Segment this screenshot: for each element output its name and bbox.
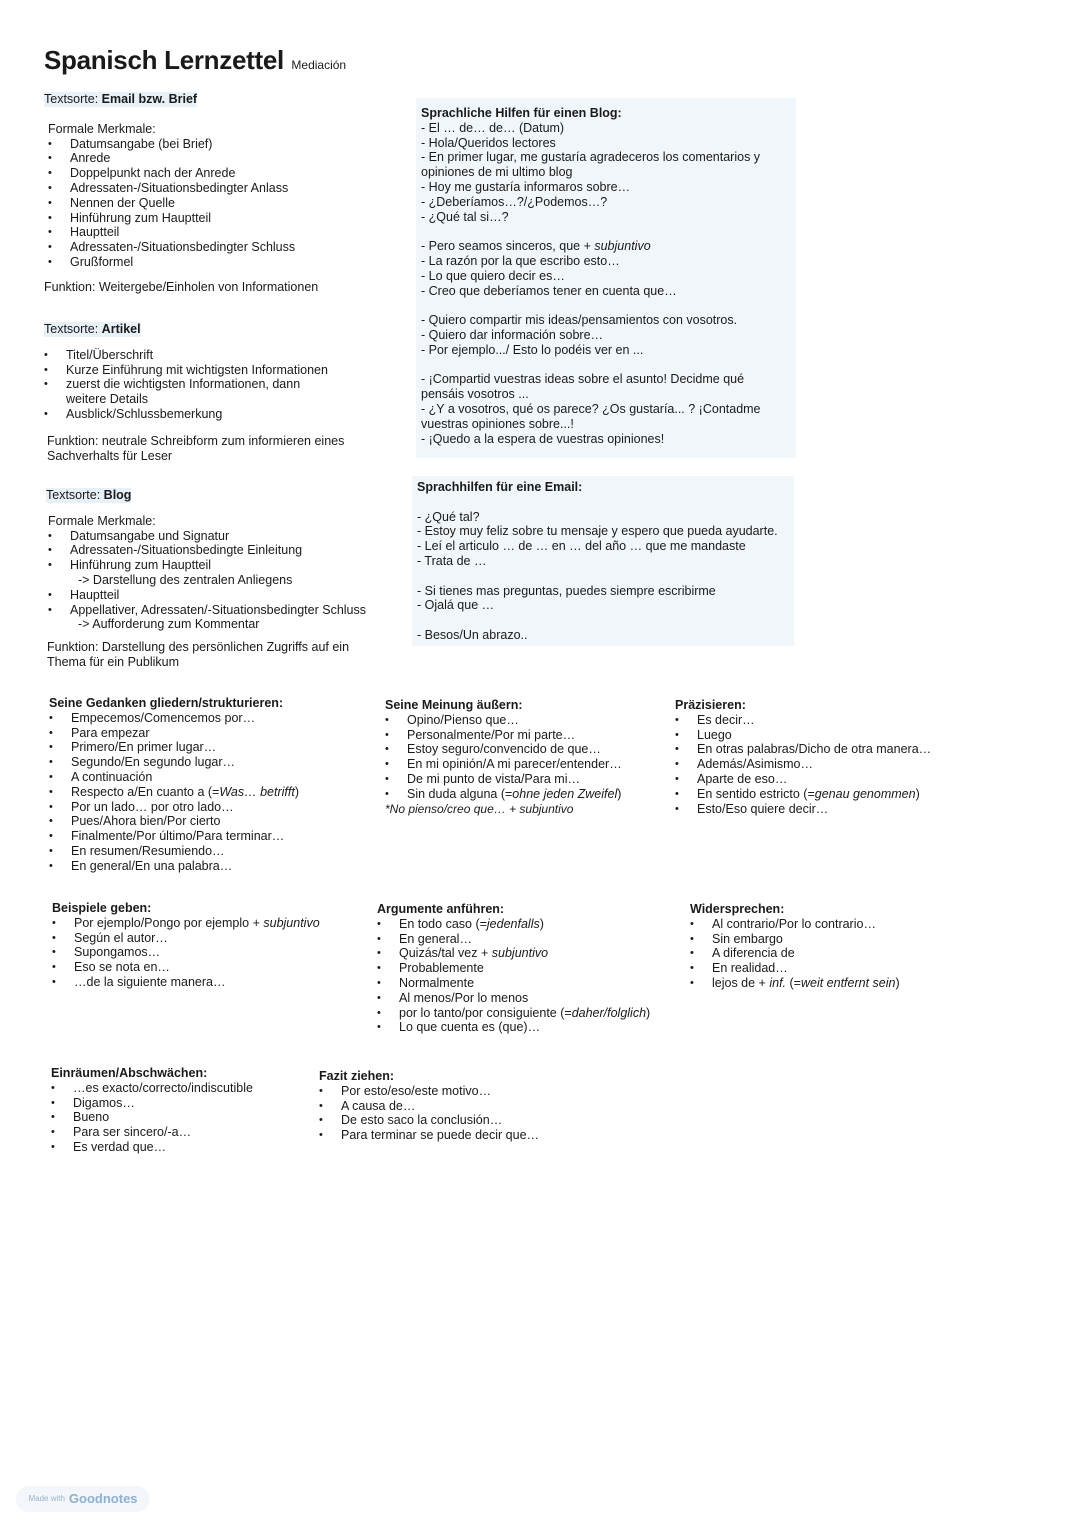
box-title: Sprachliche Hilfen für einen Blog: — [421, 106, 622, 120]
list-item: • …de la siguiente manera… — [52, 975, 320, 990]
textsorte-prefix: Textsorte: — [44, 92, 99, 106]
phrase-italic: inf. — [769, 975, 787, 990]
list-item: • Hinführung zum Hauptteil — [48, 558, 366, 573]
list-item: • Sin embargo — [690, 932, 900, 947]
phrase: - Creo que deberíamos tener en cuenta que… — [421, 283, 677, 298]
phrase-text: ) — [895, 975, 900, 990]
phrase-text: En todo caso (= — [399, 916, 487, 931]
list-item: • Para empezar — [49, 726, 299, 741]
list-item: • A causa de… — [319, 1099, 539, 1114]
list-item: • Por esto/eso/este motivo… — [319, 1084, 539, 1099]
phrase-text: ) — [539, 916, 544, 931]
list-item: • Luego — [675, 728, 931, 743]
phrase: - ¿Qué tal? — [417, 509, 480, 524]
page-title-block — [44, 44, 346, 76]
list-item: • En mi opinión/A mi parecer/entender… — [385, 757, 622, 772]
phrase-italic: daher/folglich — [571, 1005, 647, 1020]
email-help-box — [412, 476, 794, 646]
phrase: vuestras opiniones sobre...! — [421, 416, 574, 431]
list-item: • Adressaten-/Situationsbedingter Anlass — [48, 181, 318, 196]
list-item: • Para ser sincero/-a… — [51, 1125, 253, 1140]
funktion-text-cont: Sachverhalts für Leser — [47, 448, 173, 463]
phrase-list — [675, 713, 931, 817]
page-title: Spanisch Lernzettel — [44, 45, 284, 75]
list-item: • Al contrario/Por lo contrario… — [690, 917, 900, 932]
list-item — [385, 787, 622, 802]
list-item: • Grußformel — [48, 255, 318, 270]
sub-point: -> Aufforderung zum Kommentar — [78, 617, 260, 632]
phrase: - En primer lugar, me gustaría agradeceros los comentarios y — [421, 150, 761, 165]
textsorte-tag — [44, 92, 197, 107]
list-item: • Lo que cuenta es (que)… — [377, 1020, 650, 1035]
phrase: - Trata de … — [417, 553, 487, 568]
list-item: • Esto/Eso quiere decir… — [675, 802, 931, 817]
list-item: • Además/Asimismo… — [675, 757, 931, 772]
made-with-label: Made with — [28, 1493, 65, 1503]
phrase-italic: subjuntivo — [594, 239, 651, 254]
section-title: Widersprechen: — [690, 902, 785, 916]
phrase-text: Por ejemplo/Pongo por ejemplo + — [74, 915, 260, 930]
phrase: - ¡Compartid vuestras ideas sobre el asunto! Decidme qué — [421, 372, 745, 387]
section-title: Präzisieren: — [675, 698, 746, 712]
textsorte-name: Artikel — [101, 322, 141, 336]
section-beispiele — [52, 901, 320, 990]
phrase: - ¿Qué tal si…? — [421, 209, 509, 224]
phrase: - Lo que quiero decir es… — [421, 268, 565, 283]
note: *No pienso/creo que… + subjuntivo — [385, 801, 574, 816]
section-email-brief — [44, 92, 318, 295]
phrase-list — [49, 711, 299, 874]
section-einraeumen — [51, 1066, 253, 1155]
phrase: - Por ejemplo.../ Esto lo podéis ver en ... — [421, 342, 644, 357]
list-item-continuation: weitere Details — [66, 392, 148, 407]
list-item: • Ausblick/Schlussbemerkung — [44, 407, 344, 422]
list-item: • Según el autor… — [52, 931, 320, 946]
phrase: opiniones de mi ultimo blog — [421, 165, 573, 180]
phrase-italic: subjuntivo — [263, 915, 320, 930]
phrase-italic: Was… betrifft — [219, 784, 295, 799]
phrase-list — [51, 1081, 253, 1155]
list-item: • Es verdad que… — [51, 1140, 253, 1155]
list-item: • Es decir… — [675, 713, 931, 728]
funktion-text: Funktion: Darstellung des persönlichen Zugriffs auf ein — [47, 640, 350, 655]
section-title: Einräumen/Abschwächen: — [51, 1066, 208, 1080]
list-item: • Probablemente — [377, 961, 650, 976]
phrase-text: lejos de + — [712, 975, 766, 990]
phrase: - Si tienes mas preguntas, puedes siempre escribirme — [417, 583, 716, 598]
list-item: • En otras palabras/Dicho de otra manera… — [675, 742, 931, 757]
phrase: - Ojalá que … — [417, 598, 495, 613]
list-item: • Aparte de eso… — [675, 772, 931, 787]
phrase-italic: ohne jeden Zweifel — [512, 786, 618, 801]
phrase-list — [377, 917, 650, 1035]
list-item: • zuerst die wichtigsten Informationen, dann — [44, 377, 344, 392]
list-item: • Adressaten-/Situationsbedingte Einleitung — [48, 543, 366, 558]
list-item: • Hauptteil — [48, 588, 366, 603]
list-item: • Nennen der Quelle — [48, 196, 318, 211]
list-item: • Para terminar se puede decir que… — [319, 1128, 539, 1143]
phrase-text: ) — [294, 784, 300, 799]
list-item: • Por un lado… por otro lado… — [49, 800, 299, 815]
phrase-italic: genau genommen — [814, 786, 916, 801]
list-item: • Normalmente — [377, 976, 650, 991]
merkmale-label: Formale Merkmale: — [48, 121, 156, 136]
section-blog — [46, 488, 366, 670]
list-item: • Pues/Ahora bien/Por cierto — [49, 814, 299, 829]
merkmale-list — [44, 348, 344, 392]
phrase-list — [385, 713, 622, 802]
funktion-text-cont: Thema für ein Publikum — [47, 654, 180, 669]
list-item: • En realidad… — [690, 961, 900, 976]
list-item: • Hauptteil — [48, 225, 318, 240]
list-item: • Hinführung zum Hauptteil — [48, 211, 318, 226]
phrase-text: - Pero seamos sinceros, que + — [421, 239, 591, 254]
section-argumente — [377, 902, 650, 1035]
phrase: - ¿Deberíamos…?/¿Podemos…? — [421, 194, 608, 209]
textsorte-name: Email bzw. Brief — [101, 92, 198, 106]
section-title: Seine Gedanken gliedern/strukturieren: — [49, 696, 284, 710]
phrase-text: ) — [915, 786, 920, 801]
list-item — [690, 976, 900, 991]
list-item: • Kurze Einführung mit wichtigsten Informationen — [44, 363, 344, 378]
merkmale-list-cont — [48, 588, 366, 618]
list-item: • Datumsangabe (bei Brief) — [48, 137, 318, 152]
list-item — [377, 917, 650, 932]
phrase: - ¿Y a vosotros, qué os parece? ¿Os gustaría... ? ¡Contadme — [421, 401, 761, 416]
list-item: • En general… — [377, 932, 650, 947]
merkmale-label: Formale Merkmale: — [48, 513, 156, 528]
section-meinung — [385, 698, 622, 816]
goodnotes-logo-text: Goodnotes — [68, 1490, 138, 1506]
phrase: - Hoy me gustaría informaros sobre… — [421, 179, 631, 194]
list-item: • Anrede — [48, 151, 318, 166]
phrase: pensáis vosotros ... — [421, 387, 529, 402]
box-title: Sprachhilfen für eine Email: — [417, 480, 583, 494]
textsorte-prefix: Textsorte: — [44, 322, 99, 336]
phrase-text: ) — [646, 1005, 651, 1020]
phrase-text: (= — [786, 975, 801, 990]
list-item: • Al menos/Por lo menos — [377, 991, 650, 1006]
list-item — [52, 916, 320, 931]
phrase-text: Sin duda alguna (= — [407, 786, 513, 801]
sub-point: -> Darstellung des zentralen Anliegens — [78, 572, 293, 587]
merkmale-list — [48, 137, 318, 270]
phrase-list — [52, 916, 320, 990]
phrase-italic: jedenfalls — [486, 916, 540, 931]
section-title: Argumente anführen: — [377, 902, 505, 916]
list-item: • Opino/Pienso que… — [385, 713, 622, 728]
list-item: • …es exacto/correcto/indiscutible — [51, 1081, 253, 1096]
list-item — [377, 946, 650, 961]
blog-help-box — [416, 98, 796, 458]
textsorte-tag — [44, 322, 141, 337]
section-artikel — [44, 322, 344, 463]
funktion-text: Funktion: neutrale Schreibform zum informieren eines — [47, 433, 345, 448]
section-title: Fazit ziehen: — [319, 1069, 395, 1083]
list-item: • Appellativer, Adressaten/-Situationsbedingter Schluss — [48, 603, 366, 618]
textsorte-prefix: Textsorte: — [46, 488, 101, 502]
list-item — [675, 787, 931, 802]
section-gliedern — [49, 696, 299, 874]
phrase-list — [319, 1084, 539, 1143]
list-item: • Doppelpunkt nach der Anrede — [48, 166, 318, 181]
list-item: • Primero/En primer lugar… — [49, 740, 299, 755]
list-item: • De esto saco la conclusión… — [319, 1113, 539, 1128]
phrase: - Quiero compartir mis ideas/pensamientos con vosotros. — [421, 313, 738, 328]
phrase-text: ) — [617, 786, 622, 801]
list-item: • Finalmente/Por último/Para terminar… — [49, 829, 299, 844]
phrase: - Estoy muy feliz sobre tu mensaje y espero que pueda ayudarte. — [417, 524, 778, 539]
phrase-italic: subjuntivo — [491, 946, 549, 961]
phrase: - La razón por la que escribo esto… — [421, 253, 620, 268]
list-item: • De mi punto de vista/Para mi… — [385, 772, 622, 787]
textsorte-tag — [46, 488, 131, 503]
funktion-text: Funktion: Weitergebe/Einholen von Informationen — [44, 279, 319, 294]
phrase: - El … de… de… (Datum) — [421, 120, 565, 135]
merkmale-list-end — [44, 407, 344, 422]
phrase-text: En sentido estricto (= — [697, 786, 815, 801]
page-subtitle: Mediación — [291, 58, 347, 72]
section-widersprechen — [690, 902, 900, 991]
phrase: - Besos/Un abrazo.. — [417, 627, 528, 642]
phrase — [421, 239, 796, 254]
list-item: • En general/En una palabra… — [49, 859, 299, 874]
list-item: • Segundo/En segundo lugar… — [49, 755, 299, 770]
phrase-text: por lo tanto/por consiguiente (= — [399, 1005, 572, 1020]
list-item: • Datumsangabe und Signatur — [48, 529, 366, 544]
section-fazit — [319, 1069, 539, 1143]
list-item: • Titel/Überschrift — [44, 348, 344, 363]
merkmale-list — [48, 529, 366, 573]
list-item: • Personalmente/Por mi parte… — [385, 728, 622, 743]
phrase: - Quiero dar información sobre… — [421, 327, 604, 342]
section-title: Beispiele geben: — [52, 901, 152, 915]
phrase-text: Quizás/tal vez + — [399, 946, 489, 961]
phrase-italic: weit entfernt sein — [800, 975, 896, 990]
phrase: - Hola/Queridos lectores — [421, 135, 556, 150]
section-praezisieren — [675, 698, 931, 816]
goodnotes-badge[interactable] — [16, 1486, 150, 1512]
list-item: • En resumen/Resumiendo… — [49, 844, 299, 859]
list-item: • Digamos… — [51, 1096, 253, 1111]
section-title: Seine Meinung äußern: — [385, 698, 523, 712]
list-item: • Supongamos… — [52, 945, 320, 960]
list-item: • A continuación — [49, 770, 299, 785]
phrase-list — [690, 917, 900, 991]
phrase: - ¡Quedo a la espera de vuestras opiniones! — [421, 431, 665, 446]
phrase: - Leí el articulo … de … en … del año … que me mandaste — [417, 539, 746, 554]
list-item — [49, 785, 299, 800]
list-item: • Empecemos/Comencemos por… — [49, 711, 299, 726]
list-item: • Eso se nota en… — [52, 960, 320, 975]
textsorte-name: Blog — [103, 488, 132, 502]
list-item — [377, 1006, 650, 1021]
phrase-text: Respecto a/En cuanto a (= — [71, 784, 220, 799]
list-item: • Estoy seguro/convencido de que… — [385, 742, 622, 757]
list-item: • A diferencia de — [690, 946, 900, 961]
list-item: • Bueno — [51, 1110, 253, 1125]
list-item: • Adressaten-/Situationsbedingter Schluss — [48, 240, 318, 255]
